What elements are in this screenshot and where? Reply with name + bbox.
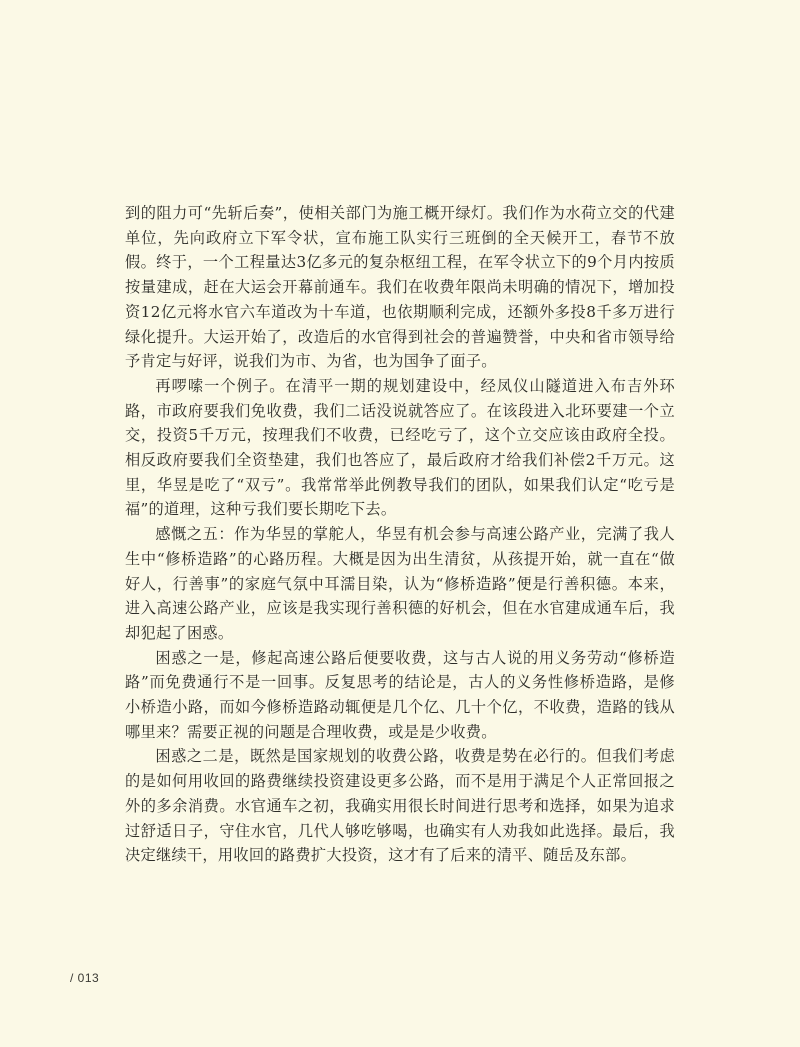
- page-number: / 013: [70, 971, 100, 985]
- paragraph-4: 困惑之一是，修起高速公路后便要收费，这与古人说的用义务劳动“修桥造路”而免费通行不是一回事。反复思考的结论是，古人的义务性修桥造路，是修小桥造小路，而如今修桥造路动辄便是几个亿、几十个亿，不收费，造路的钱从哪里来？需要正视的问题是合理收费，或是是少收费。: [125, 648, 675, 741]
- paragraph-5: 困惑之二是，既然是国家规划的收费公路，收费是势在必行的。但我们考虑的是如何用收回的路费继续投资建设更多公路，而不是用于满足个人正常回报之外的多余消费。水官通车之初，我确实用很长时间进行思考和选择，如果为追求过舒适日子，守住水官，几代人够吃够喝，也确实有人劝我如此选择。最后，我决定继续干，用收回的路费扩大投资，这才有了后来的清平、随岳及东部。: [125, 747, 675, 865]
- paragraph-1: 到的阻力可“先斩后奏”，使相关部门为施工概开绿灯。我们作为水荷立交的代建单位，先向政府立下军令状，宣布施工队实行三班倒的全天候开工，春节不放假。终于，一个工程量达3亿多元的复杂枢纽工程，在军令状立下的9个月内按质按量建成，赶在大运会开幕前通车。我们在收费年限尚未明确的情况下，增加投资12亿元将水官六车道改为十车道，也依期顺利完成，还额外多投8千多万进行绿化提升。大运开始了，改造后的水官得到社会的普遍赞誉，中央和省市领导给予肯定与好评，说我们为市、为省，也为国争了面子。: [125, 204, 675, 371]
- paragraph-2: 再啰嗦一个例子。在清平一期的规划建设中，经凤仪山隧道进入布吉外环路，市政府要我们免收费，我们二话没说就答应了。在该段进入北环要建一个立交，投资5千万元，按理我们不收费，已经吃亏了，这个立交应该由政府全投。相反政府要我们全资垫建，我们也答应了，最后政府才给我们补偿2千万元。这里，华昱是吃了“双亏”。我常常举此例教导我们的团队，如果我们认定“吃亏是福”的道理，这种亏我们要长期吃下去。: [125, 376, 675, 519]
- body-text: [125, 201, 675, 868]
- paragraph-3: 感慨之五：作为华昱的掌舵人，华昱有机会参与高速公路产业，完满了我人生中“修桥造路”的心路历程。大概是因为出生清贫，从孩提开始，就一直在“做好人，行善事”的家庭气氛中耳濡目染，认为“修桥造路”便是行善积德。本来，进入高速公路产业，应该是我实现行善积德的好机会，但在水官建成通车后，我却犯起了困惑。: [125, 525, 675, 642]
